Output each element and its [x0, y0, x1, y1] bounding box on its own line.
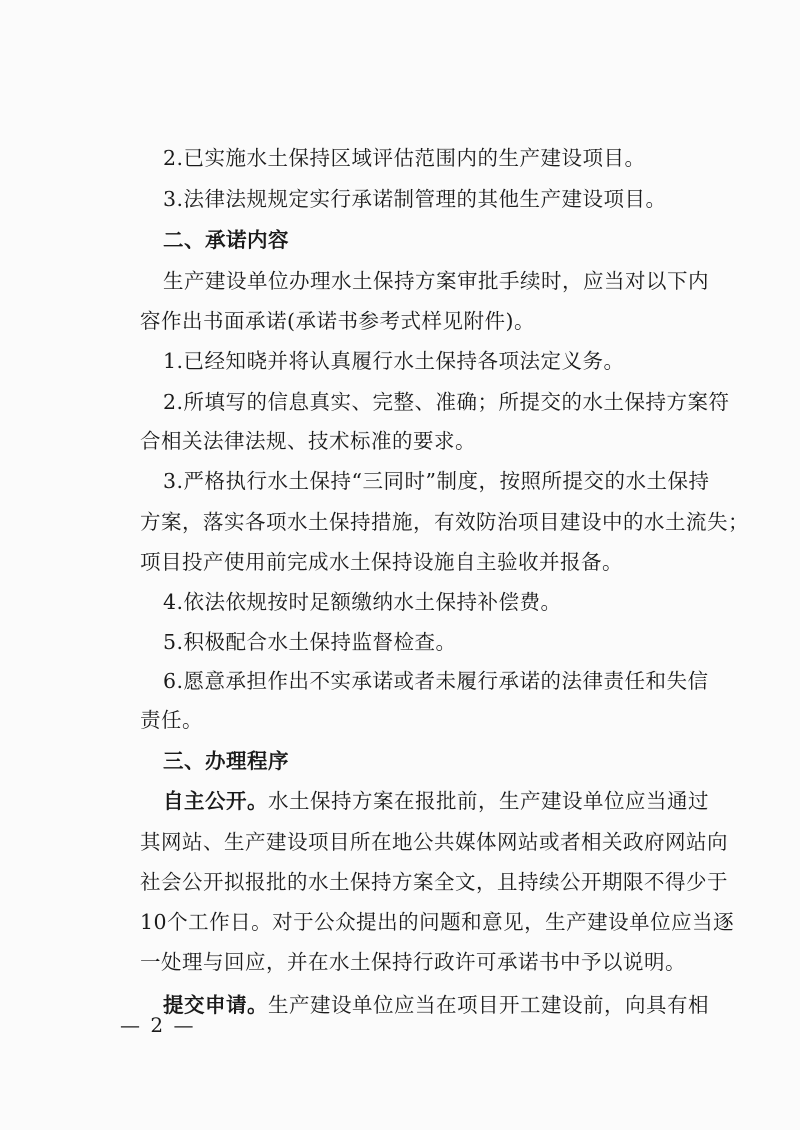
paragraph-line: 容作出书面承诺(承诺书参考式样见附件)。 — [140, 309, 535, 333]
lead-term: 自主公开。 — [163, 789, 268, 813]
paragraph-line: 10个工作日。对于公众提出的问题和意见，生产建设单位应当逐 — [140, 910, 735, 934]
page-number: — 2 — — [120, 1013, 196, 1037]
list-item: 3.严格执行水土保持“三同时”制度，按照所提交的水土保持 — [163, 469, 710, 493]
lead-term: 提交申请。 — [163, 993, 268, 1017]
paragraph-text: 水土保持方案在报批前，生产建设单位应当通过 — [268, 789, 709, 813]
paragraph-line: 责任。 — [140, 708, 203, 732]
paragraph-text: 生产建设单位应当在项目开工建设前，向具有相 — [268, 993, 709, 1017]
paragraph-line: 合相关法律法规、技术标准的要求。 — [140, 429, 476, 453]
paragraph-line: 社会公开拟报批的水土保持方案全文，且持续公开期限不得少于 — [140, 870, 728, 894]
list-item: 2.已实施水土保持区域评估范围内的生产建设项目。 — [163, 146, 646, 170]
paragraph-line — [163, 787, 709, 815]
paragraph-line: 一处理与回应，并在水土保持行政许可承诺书中予以说明。 — [140, 950, 686, 974]
paragraph-line: 项目投产使用前完成水土保持设施自主验收并报备。 — [140, 550, 623, 574]
paragraph-line: 生产建设单位办理水土保持方案审批手续时，应当对以下内 — [163, 269, 709, 293]
list-item: 4.依法依规按时足额缴纳水土保持补偿费。 — [163, 590, 562, 614]
paragraph-line: 方案，落实各项水土保持措施，有效防治项目建设中的水土流失； — [140, 510, 749, 534]
section-heading: 二、承诺内容 — [163, 228, 289, 252]
section-heading: 三、办理程序 — [163, 749, 289, 773]
list-item: 1.已经知晓并将认真履行水土保持各项法定义务。 — [163, 349, 625, 373]
list-item: 2.所填写的信息真实、完整、准确；所提交的水土保持方案符 — [163, 390, 730, 414]
list-item: 5.积极配合水土保持监督检查。 — [163, 630, 457, 654]
list-item: 3.法律法规规定实行承诺制管理的其他生产建设项目。 — [163, 187, 667, 211]
paragraph-line — [163, 991, 709, 1019]
paragraph-line: 其网站、生产建设项目所在地公共媒体网站或者相关政府网站向 — [140, 830, 728, 854]
list-item: 6.愿意承担作出不实承诺或者未履行承诺的法律责任和失信 — [163, 669, 709, 693]
